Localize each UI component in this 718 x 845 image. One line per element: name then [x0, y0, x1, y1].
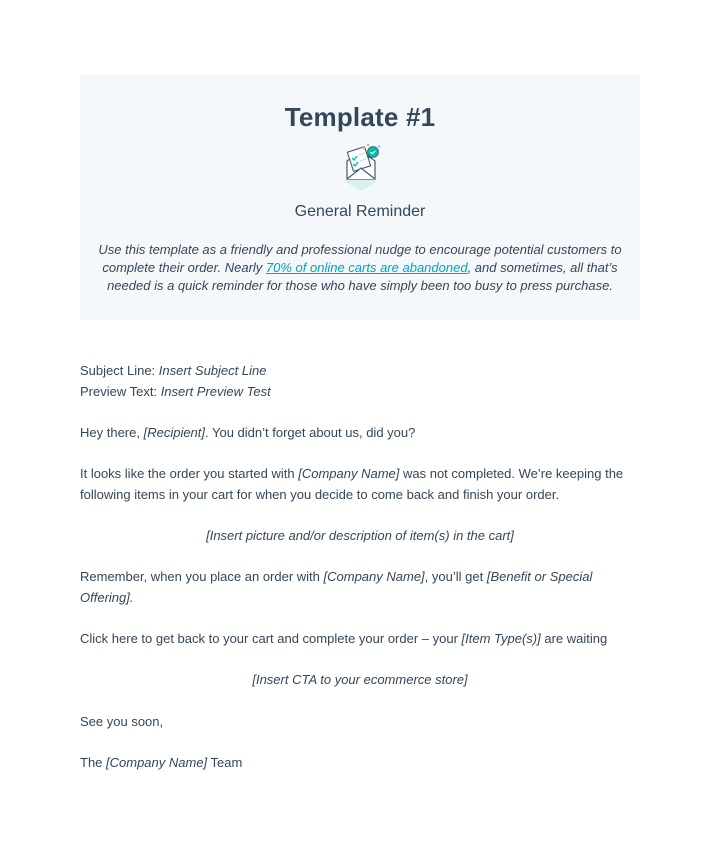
abandoned-carts-link[interactable]: 70% of online carts are abandoned: [265, 260, 468, 275]
signature: [80, 752, 625, 773]
subject-line: [80, 360, 625, 402]
text: Click here to get back to your cart and complete your order – your: [80, 631, 462, 646]
text: . You didn’t forget about us, did you?: [205, 425, 416, 440]
signoff: See you soon,: [80, 714, 164, 729]
text: Remember, when you place an order with: [80, 569, 324, 584]
subject-label: Subject Line:: [80, 363, 159, 378]
template-card: [80, 75, 640, 320]
benefit-placeholder: [Benefit or Special Offering]: [80, 569, 593, 605]
text: was not completed. We’re keeping the following items in your cart for when you decide to come back and finish your order.: [80, 466, 624, 502]
preview-value: Insert Preview Test: [160, 384, 271, 399]
company-placeholder: [Company Name]: [298, 466, 400, 481]
template-title: Template #1: [284, 102, 436, 132]
paragraph-order: [80, 463, 628, 505]
description-text: Use this template as a friendly and professional nudge to encourage potential customers to complete their order. Nearly: [98, 242, 622, 275]
recipient-placeholder: [Recipient]: [143, 425, 206, 440]
company-placeholder: [Company Name]: [106, 755, 208, 770]
item-type-placeholder: [Item Type(s)]: [461, 631, 541, 646]
cta-placeholder: [80, 669, 640, 690]
text: .: [129, 590, 134, 605]
paragraph-benefit: [80, 566, 620, 608]
text: The: [80, 755, 107, 770]
text: Team: [207, 755, 243, 770]
description-text: , and sometimes, all that’s needed is a quick reminder for those who have simply been too busy to press purchase.: [107, 260, 618, 293]
greeting: [80, 422, 625, 443]
company-placeholder: [Company Name]: [323, 569, 425, 584]
template-description: [88, 241, 632, 295]
text: are waiting: [540, 631, 608, 646]
cta-placeholder-text: [Insert CTA to your ecommerce store]: [252, 672, 468, 687]
item-placeholder-text: [Insert picture and/or description of item(s) in the cart]: [206, 528, 514, 543]
text: It looks like the order you started with: [80, 466, 299, 481]
envelope-checklist-icon: [338, 143, 384, 195]
item-placeholder: [80, 525, 640, 546]
preview-label: Preview Text:: [80, 384, 161, 399]
template-subtitle: General Reminder: [294, 203, 426, 220]
text: , you’ll get: [424, 569, 487, 584]
paragraph-cta: [80, 628, 640, 649]
text: Hey there,: [80, 425, 144, 440]
subject-value: Insert Subject Line: [158, 363, 267, 378]
